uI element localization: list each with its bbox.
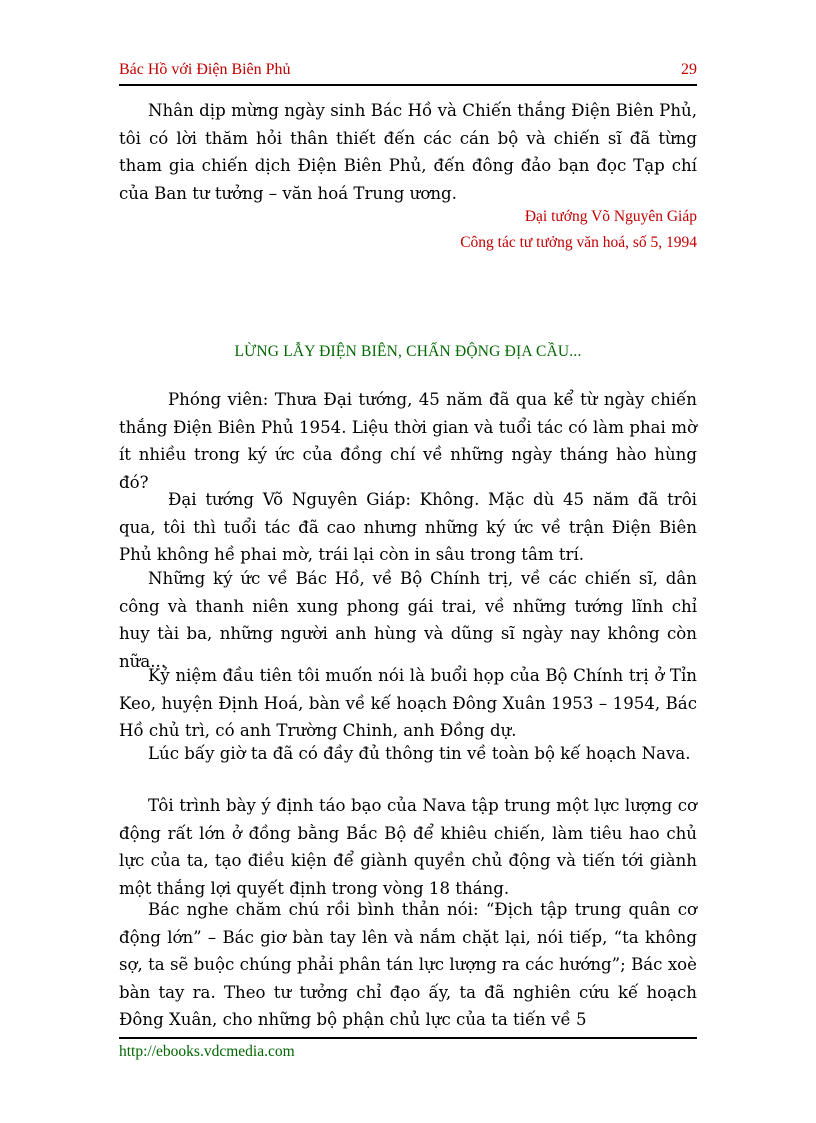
interview-paragraph	[119, 740, 697, 768]
signature-author: Đại tướng Võ Nguyên Giáp	[524, 208, 697, 225]
interview-paragraph	[119, 565, 697, 675]
signature-source: Công tác tư tưởng văn hoá, số 5, 1994	[460, 234, 697, 251]
signature-block	[119, 204, 697, 256]
section-title: LỪNG LẪY ĐIỆN BIÊN, CHẤN ĐỘNG ĐỊA CẦU...	[234, 343, 582, 360]
footer-divider	[119, 1037, 697, 1039]
intro-block	[119, 97, 697, 207]
navarre-info-paragraph: Lúc bấy giờ ta đã có đầy đủ thông tin về toàn bộ kế hoạch Nava.	[148, 744, 691, 763]
interview-paragraph	[119, 792, 697, 902]
book-title: Bác Hồ với Điện Biên Phủ	[119, 61, 291, 78]
interview-paragraph	[119, 896, 697, 1034]
first-memory-paragraph: Kỷ niệm đầu tiên tôi muốn nói là buổi họp của Bộ Chính trị ở Tỉn Keo, huyện Định Hoá, bàn về kế hoạch Đông Xuân 1953 – 1954, Bác Hồ chủ trì, có anh Trường Chinh, anh Đồng dự.	[119, 666, 697, 741]
intro-paragraph: Nhân dịp mừng ngày sinh Bác Hồ và Chiến thắng Điện Biên Phủ, tôi có lời thăm hỏi thân thiết đến các cán bộ và chiến sĩ đã từng tham gia chiến dịch Điện Biên Phủ, đến đông đảo bạn đọc Tạp chí của Ban tư tưởng – văn hoá Trung ương.	[119, 101, 697, 203]
memories-paragraph: Những ký ức về Bác Hồ, về Bộ Chính trị, về các chiến sĩ, dân công và thanh niên xung phong gái trai, về những tướng lĩnh chỉ huy tài ba, những người anh hùng và dũng sĩ ngày nay không còn nữa...	[119, 569, 697, 671]
page-header	[119, 61, 697, 85]
page-number: 29	[681, 61, 697, 78]
header-divider	[119, 84, 697, 86]
interview-paragraph	[119, 486, 697, 569]
footer-link[interactable]: http://ebooks.vdcmedia.com	[119, 1043, 295, 1060]
navarre-plan-paragraph: Tôi trình bày ý định táo bạo của Nava tập trung một lực lượng cơ động rất lớn ở đồng bằng Bắc Bộ để khiêu chiến, làm tiêu hao chủ lực của ta, tạo điều kiện để giành quyền chủ động và tiến tới giành một thắng lợi quyết định trong vòng 18 tháng.	[119, 796, 697, 898]
uncle-ho-response-paragraph: Bác nghe chăm chú rồi bình thản nói: “Địch tập trung quân cơ động lớn” – Bác giơ bàn tay lên và nắm chặt lại, nói tiếp, “ta không sợ, ta sẽ buộc chúng phải phân tán lực lượng ra các hướng”; Bác xoè bàn tay ra. Theo tư tưởng chỉ đạo ấy, ta đã nghiên cứu kế hoạch Đông Xuân, cho những bộ phận chủ lực của ta tiến về 5	[119, 900, 697, 1030]
interview-paragraph	[119, 386, 697, 496]
reporter-question: Phóng viên: Thưa Đại tướng, 45 năm đã qua kể từ ngày chiến thắng Điện Biên Phủ 1954. Liệu thời gian và tuổi tác có làm phai mờ ít nhiều trong ký ức của đồng chí về những ngày tháng hào hùng đó?	[119, 390, 697, 492]
interview-paragraph	[119, 662, 697, 745]
general-answer: Đại tướng Võ Nguyên Giáp: Không. Mặc dù 45 năm đã trôi qua, tôi thì tuổi tác đã cao nhưng những ký ức về trận Điện Biên Phủ không hề phai mờ, trái lại còn in sâu trong tâm trí.	[119, 490, 697, 565]
